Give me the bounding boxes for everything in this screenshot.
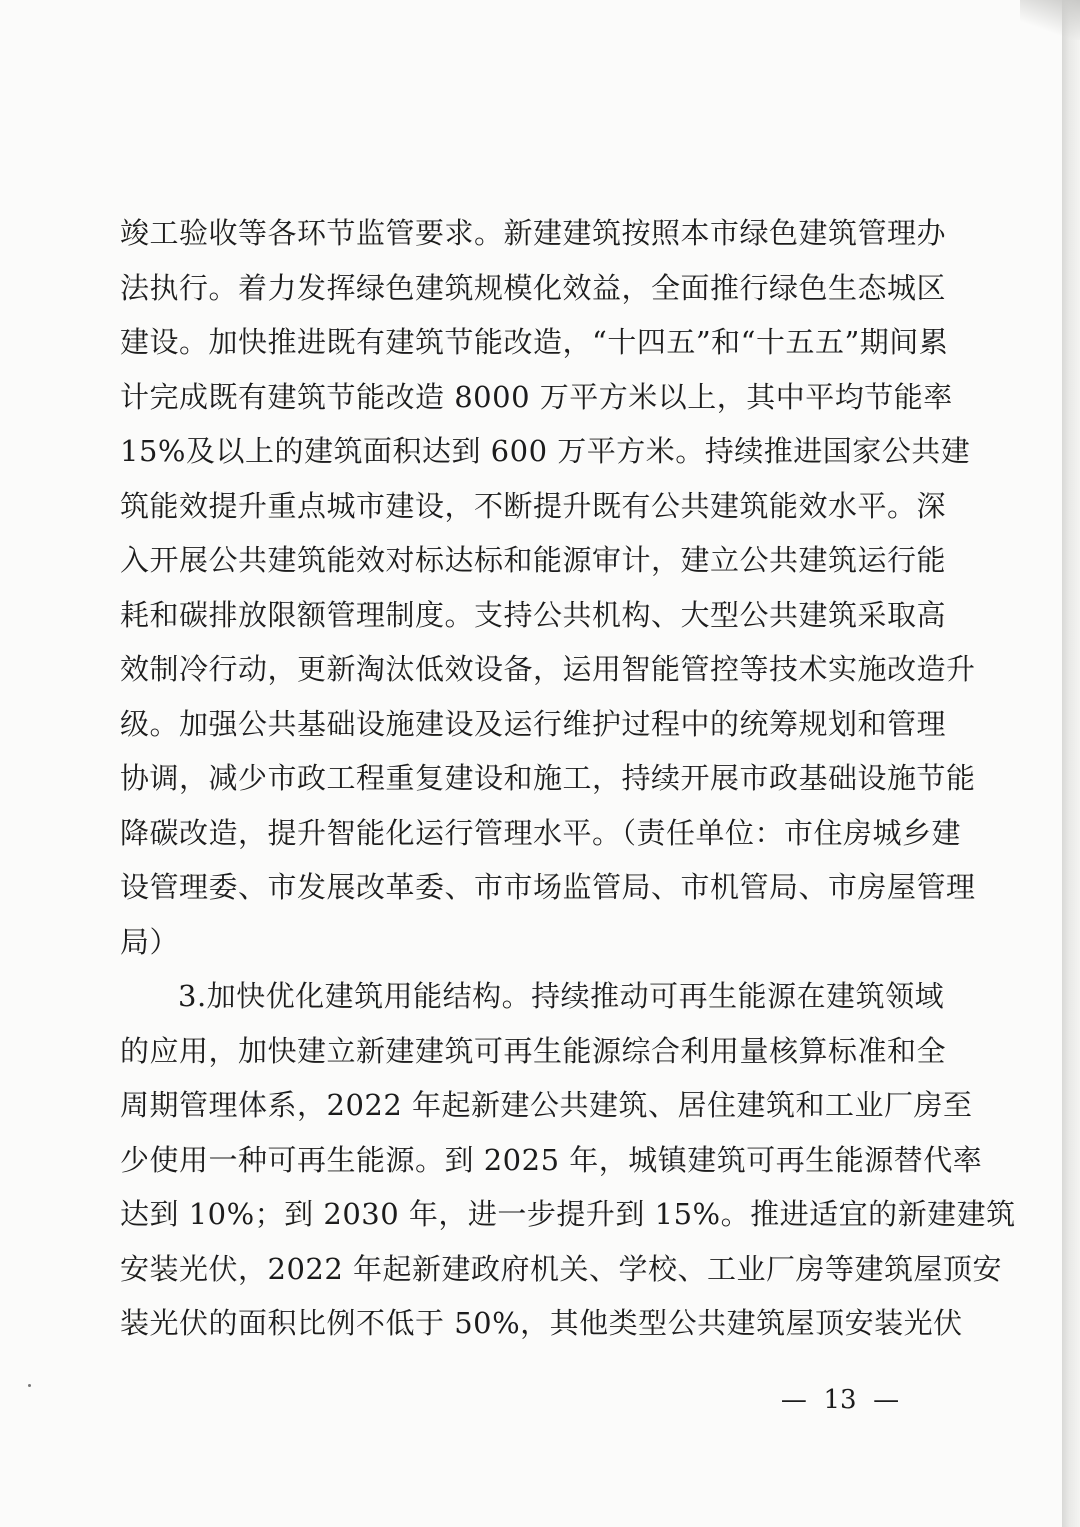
text-line: 降碳改造，提升智能化运行管理水平。（责任单位：市住房城乡建 xyxy=(120,815,962,850)
paragraph-end-line: 局） xyxy=(120,924,180,959)
body-text xyxy=(120,206,1016,1351)
text-line: 入开展公共建筑能效对标达标和能源审计，建立公共建筑运行能 xyxy=(120,543,947,577)
text-line: 建设。加快推进既有建筑节能改造，“十四五”和“十五五”期间累 xyxy=(120,325,949,359)
text-line: 计完成既有建筑节能改造 8000 万平方米以上，其中平均节能率 xyxy=(120,379,953,414)
text-line: 协调，减少市政工程重复建设和施工，持续开展市政基础设施节能 xyxy=(120,761,976,795)
text-line: 竣工验收等各环节监管要求。新建建筑按照本市绿色建筑管理办 xyxy=(120,216,947,250)
text-line: 安装光伏，2022 年起新建政府机关、学校、工业厂房等建筑屋顶安 xyxy=(120,1251,1003,1286)
text-line: 设管理委、市发展改革委、市市场监管局、市机管局、市房屋管理 xyxy=(120,870,976,904)
text-line: 达到 10%；到 2030 年，进一步提升到 15%。推进适宜的新建建筑 xyxy=(120,1197,1016,1231)
text-line: 法执行。着力发挥绿色建筑规模化效益，全面推行绿色生态城区 xyxy=(120,270,947,305)
text-line: 筑能效提升重点城市建设，不断提升既有公共建筑能效水平。深 xyxy=(120,488,947,523)
section-heading-line: 3.加快优化建筑用能结构。持续推动可再生能源在建筑领域 xyxy=(178,979,945,1013)
text-line: 的应用，加快建立新建建筑可再生能源综合利用量核算标准和全 xyxy=(120,1033,947,1068)
text-line: 周期管理体系，2022 年起新建公共建筑、居住建筑和工业厂房至 xyxy=(120,1088,973,1122)
text-line: 级。加强公共基础设施建设及运行维护过程中的统筹规划和管理 xyxy=(120,706,947,741)
text-line: 15%及以上的建筑面积达到 600 万平方米。持续推进国家公共建 xyxy=(120,434,971,468)
scan-edge-shadow xyxy=(1062,0,1080,1527)
text-line: 装光伏的面积比例不低于 50%，其他类型公共建筑屋顶安装光伏 xyxy=(120,1306,963,1340)
scan-speck xyxy=(28,1384,31,1387)
text-line: 少使用一种可再生能源。到 2025 年，城镇建筑可再生能源替代率 xyxy=(120,1142,983,1177)
text-line: 耗和碳排放限额管理制度。支持公共机构、大型公共建筑采取高 xyxy=(120,597,947,632)
page-number: — 13 — xyxy=(780,1385,900,1415)
text-line: 效制冷行动，更新淘汰低效设备，运用智能管控等技术实施改造升 xyxy=(120,652,976,686)
scan-corner-shadow xyxy=(1020,0,1080,40)
